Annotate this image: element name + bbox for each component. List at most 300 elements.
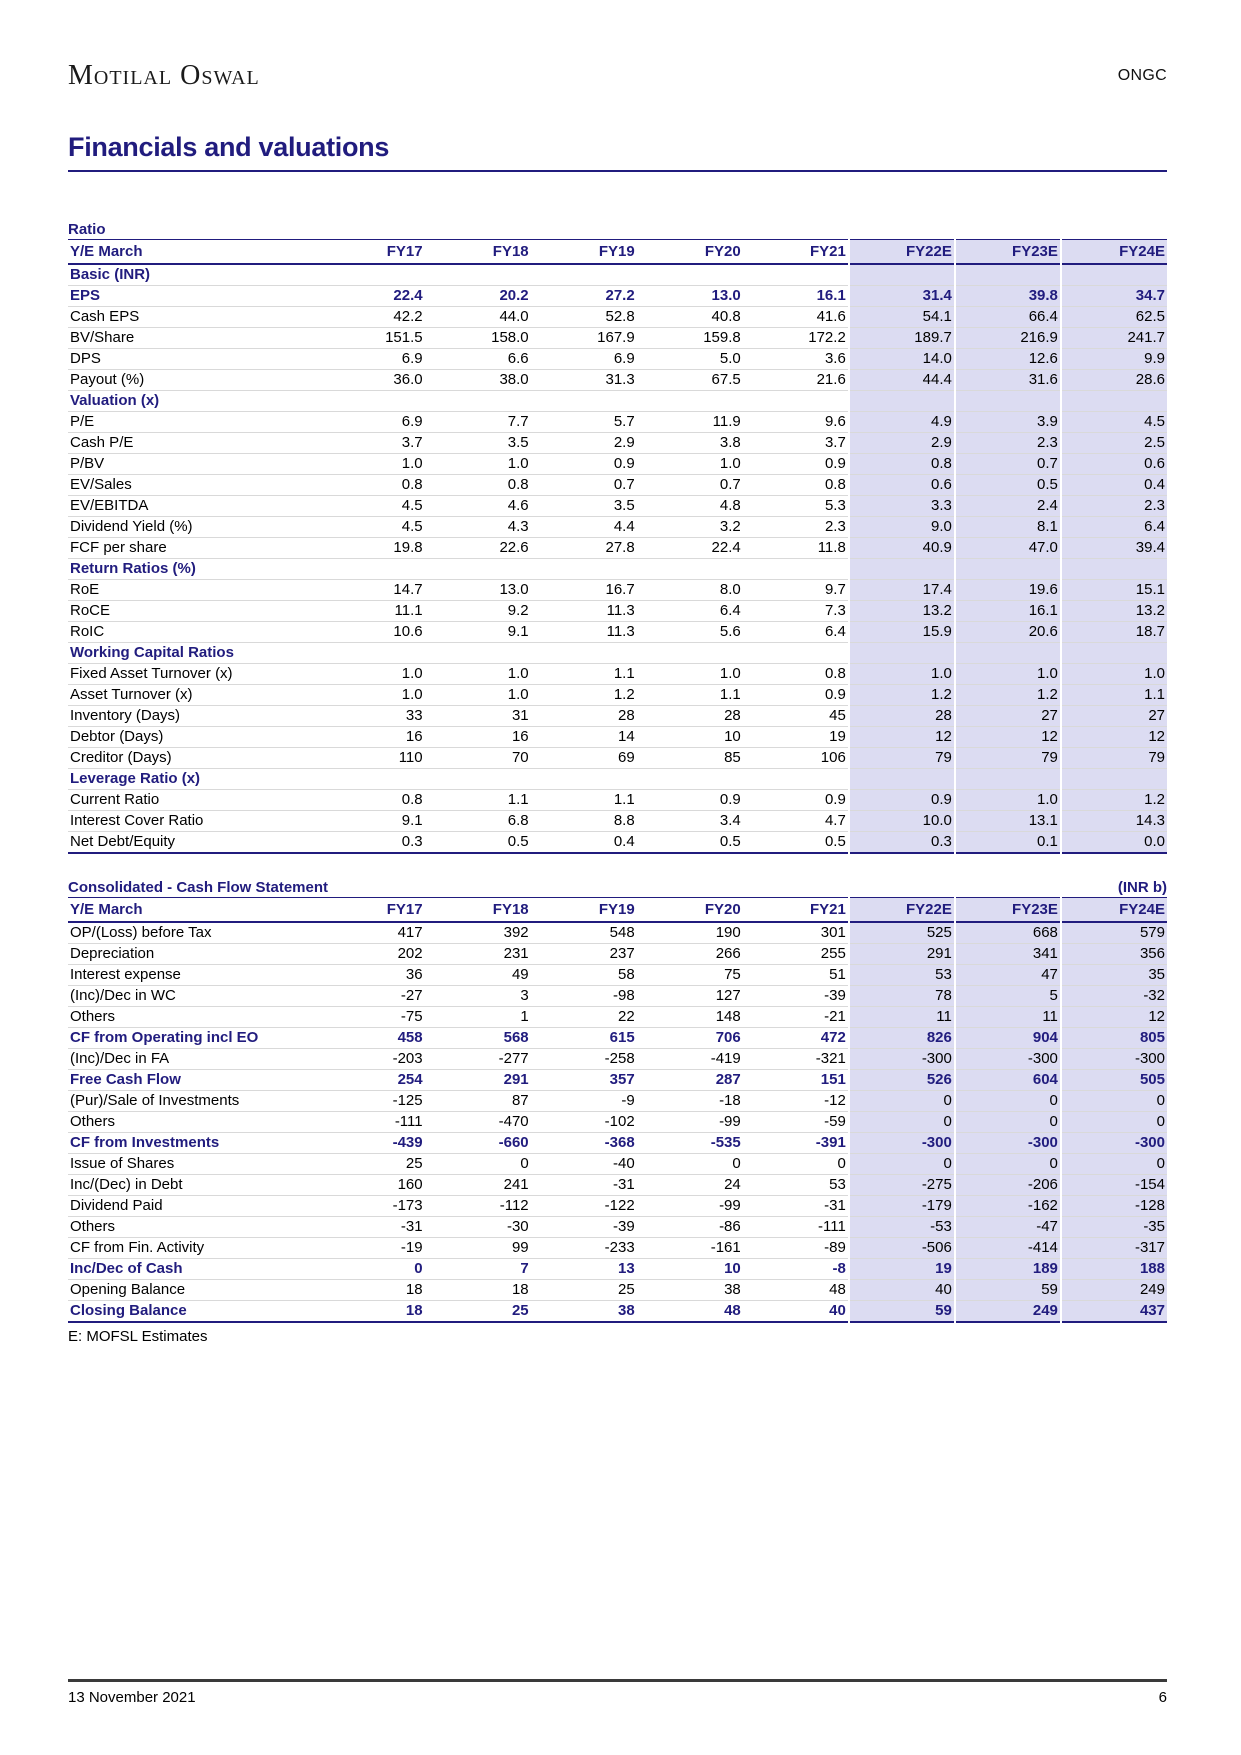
value-cell: 1.0 bbox=[955, 664, 1061, 685]
value-cell: 0 bbox=[849, 1091, 955, 1112]
value-cell: 249 bbox=[955, 1301, 1061, 1323]
section-row bbox=[68, 769, 1167, 790]
data-row bbox=[68, 1070, 1167, 1091]
value-cell: 10 bbox=[724, 728, 741, 745]
value-cell: 6.9 bbox=[401, 413, 423, 430]
value-cell: 5.0 bbox=[719, 350, 741, 367]
value-cell: 4.5 bbox=[1061, 412, 1167, 433]
row-label: Inc/(Dec) in Debt bbox=[70, 1176, 183, 1193]
value-cell: 0.1 bbox=[955, 832, 1061, 854]
value-cell: 15.9 bbox=[849, 622, 955, 643]
table-header-row bbox=[68, 898, 1167, 923]
value-cell bbox=[743, 559, 849, 580]
value-cell: 1.0 bbox=[401, 686, 423, 703]
year-header: FY24E bbox=[1061, 898, 1167, 923]
value-cell: 266 bbox=[715, 945, 741, 962]
value-cell bbox=[743, 264, 849, 286]
year-header: FY18 bbox=[492, 243, 529, 260]
value-cell: -30 bbox=[506, 1218, 529, 1235]
data-row bbox=[68, 1133, 1167, 1154]
value-cell: 19.6 bbox=[955, 580, 1061, 601]
value-cell: -47 bbox=[955, 1217, 1061, 1238]
value-cell: 202 bbox=[397, 945, 423, 962]
value-cell: 18.7 bbox=[1061, 622, 1167, 643]
year-axis-label: Y/E March bbox=[70, 901, 143, 918]
data-row bbox=[68, 1238, 1167, 1259]
value-cell: -12 bbox=[824, 1092, 846, 1109]
row-label: P/BV bbox=[70, 455, 105, 472]
value-cell: -102 bbox=[604, 1113, 635, 1130]
value-cell: 38 bbox=[724, 1281, 741, 1298]
value-cell: 8.0 bbox=[719, 581, 741, 598]
value-cell: 3.5 bbox=[507, 434, 529, 451]
value-cell: -368 bbox=[604, 1134, 635, 1151]
year-header: FY21 bbox=[809, 901, 846, 918]
value-cell: 51 bbox=[829, 966, 846, 983]
value-cell: 301 bbox=[820, 924, 846, 941]
value-cell: 9.7 bbox=[824, 581, 846, 598]
value-cell: 505 bbox=[1061, 1070, 1167, 1091]
value-cell: 12 bbox=[955, 727, 1061, 748]
value-cell: 805 bbox=[1061, 1028, 1167, 1049]
value-cell: 1.0 bbox=[719, 455, 741, 472]
cashflow-table bbox=[68, 897, 1167, 1323]
cashflow-table-heading bbox=[68, 878, 1167, 897]
data-row bbox=[68, 1049, 1167, 1070]
value-cell: -277 bbox=[498, 1050, 529, 1067]
value-cell: 2.4 bbox=[955, 496, 1061, 517]
row-label: Opening Balance bbox=[70, 1281, 186, 1298]
value-cell: -391 bbox=[815, 1134, 846, 1151]
row-label: Inventory (Days) bbox=[70, 707, 181, 724]
value-cell: 0.9 bbox=[824, 791, 846, 808]
value-cell: 27 bbox=[955, 706, 1061, 727]
value-cell bbox=[425, 264, 531, 286]
value-cell: -660 bbox=[498, 1134, 529, 1151]
value-cell: 189 bbox=[955, 1259, 1061, 1280]
value-cell bbox=[425, 769, 531, 790]
row-label: Others bbox=[70, 1008, 116, 1025]
value-cell: 12 bbox=[1061, 727, 1167, 748]
value-cell: 0.9 bbox=[849, 790, 955, 811]
value-cell: 47 bbox=[955, 965, 1061, 986]
value-cell: 0.9 bbox=[719, 791, 741, 808]
row-label: RoCE bbox=[70, 602, 111, 619]
value-cell: 615 bbox=[609, 1029, 635, 1046]
value-cell: 13.0 bbox=[499, 581, 529, 598]
value-cell: -31 bbox=[824, 1197, 846, 1214]
value-cell: 6.6 bbox=[507, 350, 529, 367]
value-cell bbox=[637, 264, 743, 286]
value-cell: -233 bbox=[604, 1239, 635, 1256]
year-header: FY24E bbox=[1061, 240, 1167, 265]
value-cell: -125 bbox=[392, 1092, 423, 1109]
value-cell: -9 bbox=[621, 1092, 635, 1109]
data-row bbox=[68, 454, 1167, 475]
value-cell: 110 bbox=[398, 749, 423, 766]
value-cell: 6.4 bbox=[719, 602, 741, 619]
value-cell bbox=[319, 391, 425, 412]
data-row bbox=[68, 328, 1167, 349]
value-cell: -203 bbox=[392, 1050, 423, 1067]
value-cell bbox=[1061, 391, 1167, 412]
value-cell: 44.0 bbox=[499, 308, 529, 325]
value-cell: 54.1 bbox=[849, 307, 955, 328]
value-cell: 668 bbox=[955, 922, 1061, 944]
value-cell: 75 bbox=[724, 966, 741, 983]
value-cell: 16 bbox=[405, 728, 423, 745]
value-cell: -321 bbox=[815, 1050, 846, 1067]
value-cell: 1.2 bbox=[849, 685, 955, 706]
value-cell: 287 bbox=[715, 1071, 741, 1088]
section-row bbox=[68, 264, 1167, 286]
row-label: Valuation (x) bbox=[70, 392, 160, 409]
value-cell: 40.9 bbox=[849, 538, 955, 559]
row-label: EPS bbox=[70, 287, 101, 304]
value-cell: 1 bbox=[520, 1008, 529, 1025]
value-cell: 48 bbox=[724, 1302, 741, 1319]
value-cell: 525 bbox=[849, 922, 955, 944]
value-cell: 826 bbox=[849, 1028, 955, 1049]
value-cell: 548 bbox=[609, 924, 635, 941]
value-cell: -31 bbox=[400, 1218, 423, 1235]
year-header: FY20 bbox=[704, 901, 741, 918]
value-cell: 9.9 bbox=[1061, 349, 1167, 370]
value-cell: 8.8 bbox=[613, 812, 635, 829]
value-cell bbox=[1061, 559, 1167, 580]
value-cell: 28 bbox=[618, 707, 635, 724]
row-label: (Inc)/Dec in WC bbox=[70, 987, 176, 1004]
value-cell: 3.6 bbox=[824, 350, 846, 367]
value-cell: 3.7 bbox=[824, 434, 846, 451]
row-label: Others bbox=[70, 1113, 116, 1130]
row-label: P/E bbox=[70, 413, 95, 430]
value-cell: 7 bbox=[520, 1260, 529, 1277]
value-cell: 0 bbox=[1061, 1091, 1167, 1112]
row-label: Issue of Shares bbox=[70, 1155, 175, 1172]
value-cell: -39 bbox=[613, 1218, 635, 1235]
value-cell: 3.9 bbox=[955, 412, 1061, 433]
value-cell: 1.0 bbox=[507, 686, 529, 703]
value-cell: 5 bbox=[955, 986, 1061, 1007]
value-cell: 1.1 bbox=[1061, 685, 1167, 706]
value-cell: -112 bbox=[499, 1197, 529, 1214]
value-cell: 79 bbox=[849, 748, 955, 769]
value-cell: 706 bbox=[715, 1029, 741, 1046]
data-row bbox=[68, 1280, 1167, 1301]
value-cell: 0 bbox=[414, 1260, 423, 1277]
row-label: Working Capital Ratios bbox=[70, 644, 234, 661]
value-cell: 526 bbox=[849, 1070, 955, 1091]
value-cell: 36.0 bbox=[393, 371, 423, 388]
value-cell: 22.4 bbox=[393, 287, 423, 304]
value-cell: -40 bbox=[613, 1155, 635, 1172]
value-cell: -99 bbox=[719, 1113, 741, 1130]
value-cell: 19 bbox=[849, 1259, 955, 1280]
value-cell: 604 bbox=[955, 1070, 1061, 1091]
value-cell: 49 bbox=[511, 966, 529, 983]
value-cell: 9.2 bbox=[507, 602, 529, 619]
value-cell: -89 bbox=[824, 1239, 846, 1256]
value-cell: 38 bbox=[618, 1302, 635, 1319]
value-cell: 6.9 bbox=[401, 350, 423, 367]
value-cell: 11 bbox=[955, 1007, 1061, 1028]
value-cell: 34.7 bbox=[1061, 286, 1167, 307]
value-cell: 3 bbox=[520, 987, 529, 1004]
value-cell: 5.6 bbox=[719, 623, 741, 640]
row-label: RoIC bbox=[70, 623, 105, 640]
value-cell bbox=[955, 559, 1061, 580]
value-cell: 0.8 bbox=[849, 454, 955, 475]
value-cell: 392 bbox=[503, 924, 529, 941]
value-cell: 3.4 bbox=[719, 812, 741, 829]
value-cell: 7.7 bbox=[507, 413, 529, 430]
value-cell: 249 bbox=[1061, 1280, 1167, 1301]
value-cell: 52.8 bbox=[605, 308, 635, 325]
value-cell: -258 bbox=[604, 1050, 635, 1067]
value-cell: 99 bbox=[511, 1239, 529, 1256]
value-cell: 11.3 bbox=[606, 623, 635, 640]
data-row bbox=[68, 706, 1167, 727]
value-cell: 0 bbox=[1061, 1154, 1167, 1175]
value-cell: -154 bbox=[1061, 1175, 1167, 1196]
year-header: FY22E bbox=[849, 240, 955, 265]
row-label: CF from Fin. Activity bbox=[70, 1239, 205, 1256]
value-cell: 4.8 bbox=[719, 497, 741, 514]
value-cell: 11.8 bbox=[817, 539, 846, 556]
value-cell: 0.4 bbox=[613, 833, 635, 850]
data-row bbox=[68, 1217, 1167, 1238]
value-cell: -179 bbox=[849, 1196, 955, 1217]
year-header: FY19 bbox=[598, 243, 635, 260]
value-cell: 3.3 bbox=[849, 496, 955, 517]
section-row bbox=[68, 391, 1167, 412]
value-cell: 2.5 bbox=[1061, 433, 1167, 454]
value-cell: 7.3 bbox=[824, 602, 846, 619]
value-cell: 11.9 bbox=[712, 413, 741, 430]
row-label: CF from Investments bbox=[70, 1134, 220, 1151]
value-cell: 0.8 bbox=[507, 476, 529, 493]
value-cell: 35 bbox=[1061, 965, 1167, 986]
value-cell bbox=[743, 391, 849, 412]
row-label: DPS bbox=[70, 350, 101, 367]
value-cell: 5.7 bbox=[613, 413, 635, 430]
value-cell bbox=[849, 391, 955, 412]
value-cell: -32 bbox=[1061, 986, 1167, 1007]
data-row bbox=[68, 412, 1167, 433]
year-axis-label: Y/E March bbox=[70, 243, 143, 260]
value-cell bbox=[637, 643, 743, 664]
value-cell: 25 bbox=[618, 1281, 635, 1298]
data-row bbox=[68, 1196, 1167, 1217]
row-label: Closing Balance bbox=[70, 1302, 187, 1319]
value-cell: 1.2 bbox=[613, 686, 635, 703]
row-label: Depreciation bbox=[70, 945, 155, 962]
value-cell: 13 bbox=[618, 1260, 635, 1277]
data-row bbox=[68, 349, 1167, 370]
value-cell bbox=[425, 559, 531, 580]
row-label: Creditor (Days) bbox=[70, 749, 172, 766]
value-cell: 568 bbox=[503, 1029, 529, 1046]
data-row bbox=[68, 622, 1167, 643]
value-cell: -300 bbox=[1061, 1133, 1167, 1154]
footer-date: 13 November 2021 bbox=[68, 1689, 196, 1706]
value-cell: 16.1 bbox=[955, 601, 1061, 622]
company-ticker: ONGC bbox=[1117, 67, 1167, 84]
row-label: FCF per share bbox=[70, 539, 167, 556]
value-cell bbox=[955, 391, 1061, 412]
row-label: Leverage Ratio (x) bbox=[70, 770, 201, 787]
value-cell: 20.6 bbox=[955, 622, 1061, 643]
value-cell: 0.0 bbox=[1061, 832, 1167, 854]
data-row bbox=[68, 811, 1167, 832]
value-cell: 341 bbox=[955, 944, 1061, 965]
value-cell: -414 bbox=[955, 1238, 1061, 1259]
value-cell bbox=[849, 643, 955, 664]
value-cell: 579 bbox=[1061, 922, 1167, 944]
row-label: Fixed Asset Turnover (x) bbox=[70, 665, 233, 682]
value-cell: 254 bbox=[397, 1071, 423, 1088]
value-cell: 0.3 bbox=[849, 832, 955, 854]
value-cell: 33 bbox=[405, 707, 423, 724]
value-cell: 67.5 bbox=[711, 371, 741, 388]
value-cell: 62.5 bbox=[1061, 307, 1167, 328]
data-row bbox=[68, 307, 1167, 328]
data-row bbox=[68, 601, 1167, 622]
data-row bbox=[68, 1028, 1167, 1049]
value-cell: 0.8 bbox=[401, 791, 423, 808]
row-label: Cash EPS bbox=[70, 308, 140, 325]
value-cell: 27.8 bbox=[605, 539, 635, 556]
section-row bbox=[68, 643, 1167, 664]
value-cell: 4.4 bbox=[613, 518, 635, 535]
value-cell: 3.8 bbox=[719, 434, 741, 451]
value-cell: -111 bbox=[394, 1113, 423, 1130]
value-cell: 188 bbox=[1061, 1259, 1167, 1280]
value-cell: 27 bbox=[1061, 706, 1167, 727]
data-row bbox=[68, 727, 1167, 748]
value-cell: 4.5 bbox=[401, 518, 423, 535]
value-cell: 291 bbox=[503, 1071, 529, 1088]
value-cell: 6.4 bbox=[824, 623, 846, 640]
value-cell: 17.4 bbox=[849, 580, 955, 601]
value-cell: -31 bbox=[613, 1176, 635, 1193]
value-cell: 31.4 bbox=[849, 286, 955, 307]
value-cell: 58 bbox=[618, 966, 635, 983]
value-cell: 14.0 bbox=[849, 349, 955, 370]
value-cell: -75 bbox=[400, 1008, 423, 1025]
value-cell: 69 bbox=[618, 749, 635, 766]
value-cell: 1.2 bbox=[1061, 790, 1167, 811]
value-cell: 11.3 bbox=[606, 602, 635, 619]
value-cell: 237 bbox=[609, 945, 635, 962]
value-cell: 42.2 bbox=[393, 308, 423, 325]
data-row bbox=[68, 1154, 1167, 1175]
value-cell: 0.8 bbox=[824, 476, 846, 493]
value-cell: 79 bbox=[955, 748, 1061, 769]
row-label: Interest Cover Ratio bbox=[70, 812, 204, 829]
value-cell: 189.7 bbox=[849, 328, 955, 349]
value-cell bbox=[955, 769, 1061, 790]
value-cell: 16 bbox=[511, 728, 529, 745]
value-cell: 14.3 bbox=[1061, 811, 1167, 832]
data-row bbox=[68, 1301, 1167, 1323]
value-cell: -206 bbox=[955, 1175, 1061, 1196]
value-cell: -35 bbox=[1061, 1217, 1167, 1238]
value-cell: 0.7 bbox=[719, 476, 741, 493]
value-cell: 18 bbox=[511, 1281, 529, 1298]
value-cell: 12.6 bbox=[955, 349, 1061, 370]
value-cell: 59 bbox=[849, 1301, 955, 1323]
value-cell: 12 bbox=[849, 727, 955, 748]
value-cell: -99 bbox=[719, 1197, 741, 1214]
value-cell: 0.5 bbox=[719, 833, 741, 850]
year-header: FY19 bbox=[598, 901, 635, 918]
value-cell: 0.9 bbox=[613, 455, 635, 472]
value-cell: 0.4 bbox=[1061, 475, 1167, 496]
value-cell: 10 bbox=[724, 1260, 741, 1277]
value-cell: -8 bbox=[832, 1260, 846, 1277]
value-cell: -300 bbox=[955, 1049, 1061, 1070]
value-cell: 0.5 bbox=[507, 833, 529, 850]
value-cell: -98 bbox=[613, 987, 635, 1004]
table-header-row bbox=[68, 240, 1167, 265]
value-cell bbox=[531, 559, 637, 580]
value-cell: 190 bbox=[715, 924, 741, 941]
value-cell: 40.8 bbox=[711, 308, 741, 325]
value-cell: 70 bbox=[511, 749, 529, 766]
row-label: Others bbox=[70, 1218, 116, 1235]
value-cell: 167.9 bbox=[597, 329, 635, 346]
row-label: OP/(Loss) before Tax bbox=[70, 924, 212, 941]
row-label: Interest expense bbox=[70, 966, 181, 983]
year-header: FY17 bbox=[386, 901, 423, 918]
value-cell: 8.1 bbox=[955, 517, 1061, 538]
value-cell bbox=[637, 769, 743, 790]
value-cell: 356 bbox=[1061, 944, 1167, 965]
value-cell: -439 bbox=[392, 1134, 423, 1151]
value-cell: 31.3 bbox=[605, 371, 635, 388]
value-cell: 1.0 bbox=[401, 665, 423, 682]
value-cell: 25 bbox=[511, 1302, 529, 1319]
row-label: (Inc)/Dec in FA bbox=[70, 1050, 170, 1067]
value-cell: 79 bbox=[1061, 748, 1167, 769]
value-cell: 13.2 bbox=[1061, 601, 1167, 622]
top-bar bbox=[68, 0, 1167, 92]
value-cell: 4.3 bbox=[507, 518, 529, 535]
value-cell: 3.5 bbox=[613, 497, 635, 514]
value-cell: 1.0 bbox=[1061, 664, 1167, 685]
value-cell: 241.7 bbox=[1061, 328, 1167, 349]
row-label: EV/Sales bbox=[70, 476, 132, 493]
year-header: FY23E bbox=[955, 898, 1061, 923]
value-cell: 0 bbox=[837, 1155, 846, 1172]
row-label: Free Cash Flow bbox=[70, 1071, 181, 1088]
year-header: FY17 bbox=[386, 243, 423, 260]
value-cell bbox=[1061, 264, 1167, 286]
value-cell: 13.0 bbox=[711, 287, 741, 304]
value-cell: 41.6 bbox=[816, 308, 846, 325]
value-cell: 0 bbox=[849, 1154, 955, 1175]
value-cell: 159.8 bbox=[703, 329, 741, 346]
value-cell: 127 bbox=[715, 987, 741, 1004]
data-row bbox=[68, 433, 1167, 454]
row-label: Payout (%) bbox=[70, 371, 145, 388]
row-label: (Pur)/Sale of Investments bbox=[70, 1092, 240, 1109]
value-cell: 0 bbox=[955, 1154, 1061, 1175]
value-cell: -162 bbox=[955, 1196, 1061, 1217]
value-cell: 16.1 bbox=[816, 287, 846, 304]
